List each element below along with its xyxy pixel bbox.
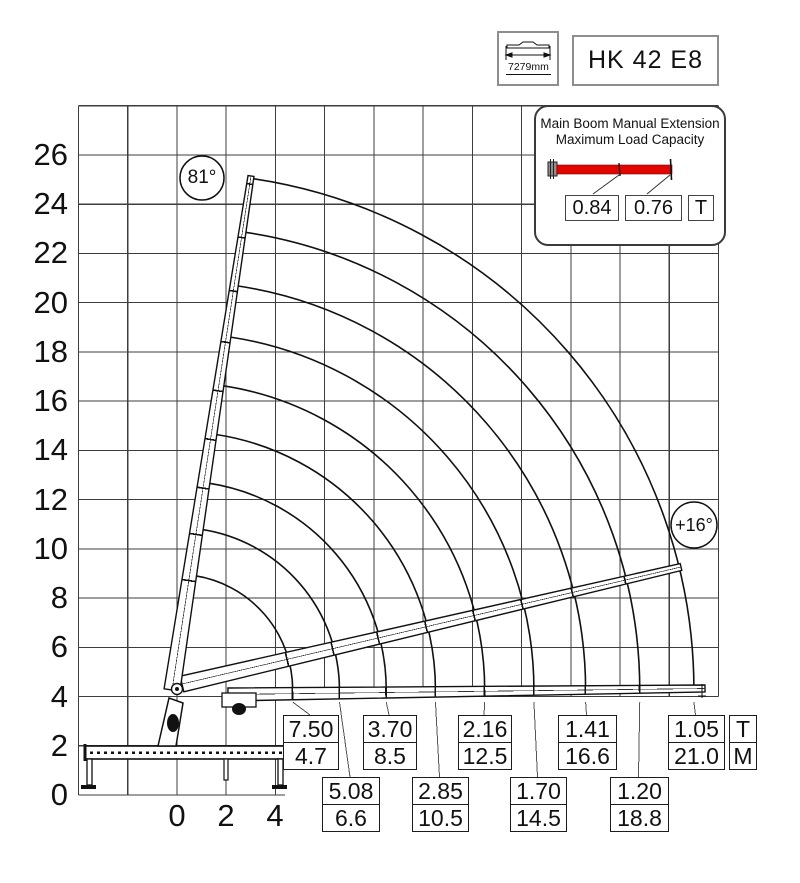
- radius-value: 6.6: [323, 804, 379, 831]
- capacity-callout: [283, 715, 339, 770]
- transport-length-label: 7279mm: [508, 61, 549, 73]
- radius-value: 18.8: [611, 804, 668, 831]
- y-axis-label: 14: [33, 432, 68, 467]
- extension-load-2: 0.76: [625, 195, 682, 221]
- radius-value: 8.5: [364, 742, 416, 769]
- model-name-box: [572, 35, 719, 86]
- load-value: 1.70: [516, 778, 561, 804]
- radius-value: 12.5: [459, 742, 511, 769]
- manual-extension-bar-drawing: [536, 107, 724, 244]
- load-value: 2.85: [418, 778, 463, 804]
- radius-unit: M: [730, 742, 756, 769]
- radius-value: 16.6: [559, 742, 616, 769]
- capacity-callout: [322, 777, 380, 832]
- model-name: HK 42 E8: [587, 46, 703, 74]
- y-axis-label: 18: [33, 334, 68, 369]
- y-axis-label: 24: [33, 186, 68, 221]
- load-value: 1.20: [617, 778, 662, 804]
- y-axis-label: 8: [50, 580, 68, 615]
- capacity-callout: [363, 715, 417, 770]
- capacity-callout: [558, 715, 617, 770]
- info-box-title: Main Boom Manual Extension Maximum Load Capacity: [540, 116, 720, 147]
- load-value: 1.05: [674, 716, 719, 742]
- y-axis-label: 10: [33, 531, 68, 566]
- transport-dimension-box: [497, 31, 559, 86]
- capacity-callout: [510, 777, 567, 832]
- folded-crane-sketch: [499, 33, 557, 61]
- y-axis-label: 2: [50, 728, 68, 763]
- y-axis-label: 20: [33, 285, 68, 320]
- manual-extension-info-box: [534, 105, 726, 246]
- min-boom-angle-label: +16°: [675, 515, 713, 535]
- load-value: 2.16: [462, 716, 508, 742]
- capacity-callout: [412, 777, 469, 832]
- y-axis-label: 6: [50, 629, 68, 664]
- capacity-callout: [610, 777, 669, 832]
- x-axis-label: 4: [266, 798, 284, 833]
- radius-value: 14.5: [511, 804, 566, 831]
- max-boom-angle-label: 81°: [187, 167, 217, 188]
- load-value: 5.08: [328, 778, 374, 804]
- y-axis-label: 26: [33, 137, 68, 172]
- load-value: 3.70: [367, 716, 413, 742]
- capacity-callout: [668, 715, 725, 770]
- load-unit: T: [735, 716, 751, 742]
- extension-load-1: 0.84: [565, 195, 619, 221]
- units-box: [729, 715, 757, 770]
- y-axis-label: 22: [33, 235, 68, 270]
- capacity-callout: [458, 715, 512, 770]
- y-axis-label: 0: [50, 777, 68, 812]
- manual-extension-bar-fill: [557, 165, 672, 174]
- load-value: 7.50: [288, 716, 334, 742]
- radius-value: 4.7: [284, 742, 338, 769]
- radius-value: 10.5: [413, 804, 468, 831]
- y-axis-label: 16: [33, 383, 68, 418]
- y-axis-label: 12: [33, 482, 68, 517]
- load-value: 1.41: [565, 716, 610, 742]
- y-axis-label: 4: [50, 679, 68, 714]
- x-axis-label: 2: [217, 798, 235, 833]
- radius-value: 21.0: [669, 742, 724, 769]
- extension-load-unit: T: [688, 195, 714, 221]
- x-axis-label: 0: [168, 798, 186, 833]
